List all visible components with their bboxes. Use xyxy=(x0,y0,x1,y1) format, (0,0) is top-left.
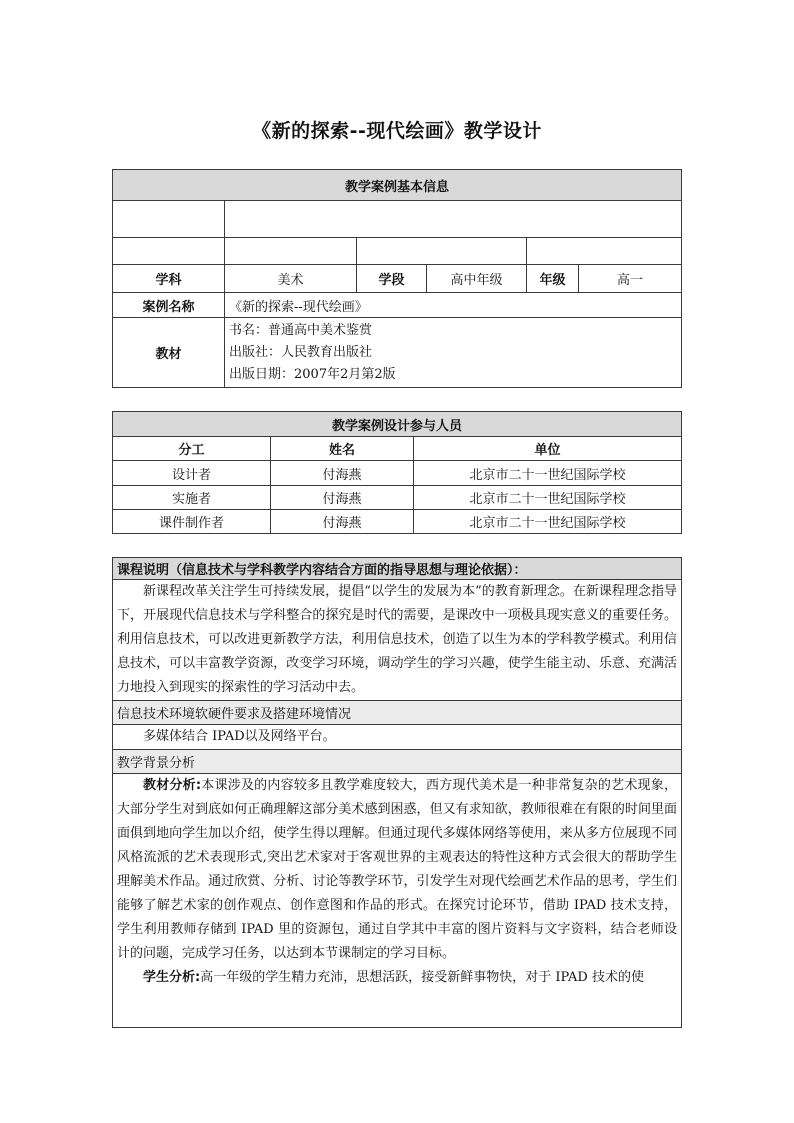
subject-value: 美术 xyxy=(225,265,357,293)
course-header: 课程说明（信息技术与学科教学内容结合方面的指导思想与理论依据）： xyxy=(113,558,682,580)
basic-info-table xyxy=(112,169,682,388)
env-text: 多媒体结合 IPAD以及网络平台。 xyxy=(113,725,682,750)
course-intro: 新课程改革关注学生可持续发展，提倡“以学生的发展为本”的教育新理念。在新课程理念指导下，开展现代信息技术与学科整合的探究是时代的需要，是课改中一项极具现实意义的重要任务。利用信息技术，可以改进更新教学方法，利用信息技术，创造了以生为本的学科教学模式。利用信息技术，可以丰富教学资源，改变学习环境，调动学生的学习兴趣，使学生能主动、乐意、充满活力地投入到现实的探索性的学习活动中去。 xyxy=(113,580,682,701)
blank-cell xyxy=(225,201,682,238)
student-analysis-text: 高一年级的学生精力充沛，思想活跃，接受新鲜事物快，对于 IPAD 技术的使 xyxy=(200,970,644,985)
unit-cell: 北京市二十一世纪国际学校 xyxy=(414,461,682,486)
basic-info-header: 教学案例基本信息 xyxy=(113,170,682,201)
material-analysis-label: 教材分析: xyxy=(143,778,202,793)
table-row xyxy=(113,461,682,486)
material-book: 书名：普通高中美术鉴赏 xyxy=(229,322,373,338)
grade-value: 高一 xyxy=(579,265,682,293)
env-header: 信息技术环境软硬件要求及搭建环境情况 xyxy=(113,701,682,725)
blank-cell xyxy=(113,238,225,265)
grade-label: 年级 xyxy=(527,265,579,293)
background-analysis xyxy=(113,774,682,1028)
participants-header: 教学案例设计参与人员 xyxy=(113,412,682,437)
material-info xyxy=(225,318,682,388)
material-label: 教材 xyxy=(113,318,225,388)
blank-cell xyxy=(527,238,682,265)
role-cell: 实施者 xyxy=(113,486,271,510)
course-table xyxy=(112,557,682,1028)
role-cell: 设计者 xyxy=(113,461,271,486)
participants-table xyxy=(112,411,682,534)
student-analysis-label: 学生分析: xyxy=(143,970,201,985)
unit-cell: 北京市二十一世纪国际学校 xyxy=(414,510,682,534)
name-cell: 付海燕 xyxy=(271,461,414,486)
column-header-role: 分工 xyxy=(113,437,271,461)
stage-label: 学段 xyxy=(357,265,427,293)
column-header-name: 姓名 xyxy=(271,437,414,461)
role-cell: 课件制作者 xyxy=(113,510,271,534)
material-analysis-text: 本课涉及的内容较多且教学难度较大，西方现代美术是一种非常复杂的艺术现象，大部分学生对到底如何正确理解这部分美术感到困惑，但又有求知欲，教师很难在有限的时间里面面俱到地向学生加以介绍，使学生得以理解。但通过现代多媒体网络等使用，来从多方位展现不同风格流派的艺术表现形式,突出艺术家对于客观世界的主观表达的特性这种方式会很大的帮助学生理解美术作品。通过欣赏、分析、讨论等教学环节，引发学生对现代绘画艺术作品的思考，学生们能够了解艺术家的创作观点、创作意图和作品的形式。在探究讨论环节，借助 IPAD 技术支持，学生利用教师存储到 IPAD 里的资源包，通过自学其中丰富的图片资料与文字资料，结合老师设计的问题，完成学习任务，以达到本节课制定的学习目标。 xyxy=(117,778,677,961)
document-title: 《新的探索--现代绘画》教学设计 xyxy=(252,120,542,142)
material-date: 出版日期：2007年2月第2版 xyxy=(229,366,396,382)
column-header-unit: 单位 xyxy=(414,437,682,461)
table-row xyxy=(113,510,682,534)
unit-cell: 北京市二十一世纪国际学校 xyxy=(414,486,682,510)
case-name-label: 案例名称 xyxy=(113,293,225,318)
case-name-value: 《新的探索--现代绘画》 xyxy=(225,293,682,318)
blank-cell xyxy=(357,238,527,265)
blank-cell xyxy=(225,238,357,265)
stage-value: 高中年级 xyxy=(427,265,527,293)
name-cell: 付海燕 xyxy=(271,486,414,510)
table-row xyxy=(113,486,682,510)
material-publisher: 出版社：人民教育出版社 xyxy=(229,344,373,360)
name-cell: 付海燕 xyxy=(271,510,414,534)
subject-label: 学科 xyxy=(113,265,225,293)
blank-cell xyxy=(113,201,225,238)
background-header: 教学背景分析 xyxy=(113,750,682,774)
